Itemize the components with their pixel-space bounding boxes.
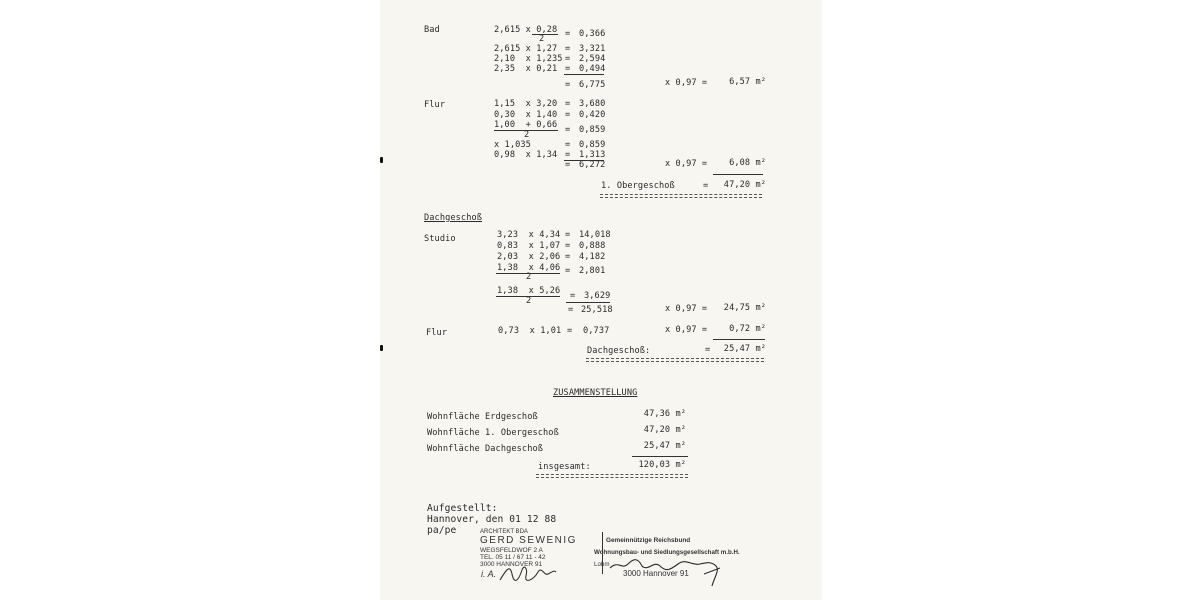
equals-sign: = (565, 241, 571, 251)
calc-divisor: 2 (539, 34, 545, 44)
room-label-bad: Bad (424, 25, 440, 35)
stamp-tel: TEL. 05 11 / 67 11 - 42 (480, 554, 546, 561)
equals-sign: = (565, 125, 571, 135)
equals-sign: = (570, 291, 576, 301)
calc-expression: 3,23 x 4,34 (497, 230, 561, 240)
fraction-line (532, 34, 558, 35)
stamp-street: WEGSFELDWOF 2 A (480, 547, 543, 554)
floor-total-value: 25,47 m² (723, 344, 766, 354)
punch-hole-mark (380, 345, 383, 351)
calc-divisor: 2 (526, 272, 532, 282)
summary-row-value: 47,36 m² (643, 409, 686, 419)
stamp-line: Wohnungsbau- und Siedlungsgesellschaft m.b.H. (594, 549, 740, 556)
equals-sign: = (565, 54, 571, 64)
stamp-line: Lohm (594, 561, 610, 568)
equals-sign: = (703, 181, 709, 191)
calc-result: 2,594 (579, 54, 606, 64)
calc-expression: 2,615 x 0,28 (494, 25, 558, 35)
floor-total-label: Dachgeschoß: (587, 346, 651, 356)
room-area: 6,08 m² (729, 158, 766, 168)
equals-sign: = (565, 29, 571, 39)
prepared-label: Aufgestellt: (427, 503, 498, 514)
calc-result: 4,182 (579, 252, 606, 262)
equals-sign: = (565, 64, 571, 74)
reichsbund-signature (608, 552, 726, 588)
floor-total-label: 1. Obergeschoß (601, 181, 675, 191)
calc-result: 0,737 (583, 326, 610, 336)
equals-sign: = (565, 160, 571, 170)
calc-result: 1,313 (579, 150, 606, 160)
summary-total-value: 120,03 m² (638, 460, 686, 470)
document-page (380, 0, 822, 600)
calc-expression: 1,15 x 3,20 (494, 99, 558, 109)
summary-row-label: Wohnfläche 1. Obergeschoß (427, 428, 559, 438)
sum-line (564, 74, 604, 75)
sum-line (713, 174, 763, 175)
subtotal: 6,272 (579, 160, 606, 170)
calc-expression: 2,35 x 0,21 (494, 64, 558, 74)
calc-expression: 1,38 x 4,06 (497, 263, 561, 273)
equals-sign: = (565, 80, 571, 90)
equals-sign: = (565, 230, 571, 240)
calc-divisor: 2 (526, 296, 532, 306)
stamp-name: GERD SEWENIG (480, 535, 577, 546)
summary-heading: ZUSAMMENSTELLUNG (553, 388, 638, 398)
equals-sign: = (565, 44, 571, 54)
room-area: 6,57 m² (729, 77, 766, 87)
room-area: 0,72 m² (729, 324, 766, 334)
stamp-line: Gemeinnützige Reichsbund (606, 537, 691, 544)
calc-result: 2,801 (579, 266, 606, 276)
calc-divisor: 2 (524, 130, 530, 140)
calc-result: 0,420 (579, 110, 606, 120)
equals-sign: = (705, 345, 711, 355)
calc-result: 0,859 (579, 140, 606, 150)
calc-result: 0,859 (579, 125, 606, 135)
reduction-factor: x 0,97 = (665, 325, 708, 335)
room-label-flur: Flur (426, 328, 448, 338)
summary-row-label: Wohnfläche Dachgeschoß (427, 444, 544, 454)
room-label-flur: Flur (424, 100, 446, 110)
architect-signature (498, 560, 558, 586)
sum-line (632, 456, 688, 457)
calc-result: 0,494 (579, 64, 606, 74)
equals-sign: = (567, 326, 573, 336)
equals-sign: = (565, 140, 571, 150)
stamp-title: ARCHITEKT BDA (480, 529, 528, 535)
stamp-city: 3000 HANNOVER 91 (480, 561, 543, 568)
floor-total-value: 47,20 m² (723, 180, 766, 190)
reduction-factor: x 0,97 = (665, 159, 708, 169)
calc-expression: 1,38 x 5,26 (497, 286, 561, 296)
equals-sign: = (565, 99, 571, 109)
sum-line (566, 302, 610, 303)
equals-sign: = (565, 252, 571, 262)
sum-line (713, 339, 765, 340)
summary-row-label: Wohnfläche Erdgeschoß (427, 412, 538, 422)
calc-expression: 2,615 x 1,27 (494, 44, 558, 54)
calc-result: 3,321 (579, 44, 606, 54)
subtotal: 6,775 (579, 80, 606, 90)
reduction-factor: x 0,97 = (665, 78, 708, 88)
subtotal: 25,518 (581, 305, 613, 315)
calc-result: 0,888 (579, 241, 606, 251)
equals-sign: = (565, 266, 571, 276)
calc-expression: 1,00 + 0,66 (494, 120, 558, 130)
calc-result: 14,018 (579, 230, 611, 240)
calc-result: 3,629 (584, 291, 611, 301)
double-underline (536, 474, 688, 478)
stamp-line: 3000 Hannover 91 (623, 569, 689, 578)
summary-row-value: 47,20 m² (643, 425, 686, 435)
equals-sign: = (568, 305, 574, 315)
calc-expression: 0,98 x 1,34 (494, 150, 558, 160)
calc-expression: 0,83 x 1,07 (497, 241, 561, 251)
signature-prefix: i. A. (481, 569, 497, 579)
calc-expression: 2,10 x 1,235 (494, 54, 563, 64)
reduction-factor: x 0,97 = (665, 304, 708, 314)
equals-sign: = (565, 110, 571, 120)
room-label-studio: Studio (424, 234, 456, 244)
initials: pa/pe (427, 525, 457, 536)
place-date: Hannover, den 01 12 88 (427, 514, 557, 525)
room-area: 24,75 m² (723, 303, 766, 313)
calc-expression: 0,73 x 1,01 (498, 326, 562, 336)
summary-total-label: insgesamt: (538, 462, 591, 472)
calc-expression: x 1,035 (494, 140, 531, 150)
calc-result: 0,366 (579, 29, 606, 39)
calc-expression: 0,30 x 1,40 (494, 110, 558, 120)
calc-result: 3,680 (579, 99, 606, 109)
summary-row-value: 25,47 m² (643, 441, 686, 451)
punch-hole-mark (380, 157, 383, 163)
section-heading-dachgeschoss: Dachgeschoß (424, 213, 483, 223)
double-underline (586, 358, 764, 362)
equals-sign: = (565, 150, 571, 160)
calc-expression: 2,03 x 2,06 (497, 252, 561, 262)
double-underline (600, 194, 762, 198)
